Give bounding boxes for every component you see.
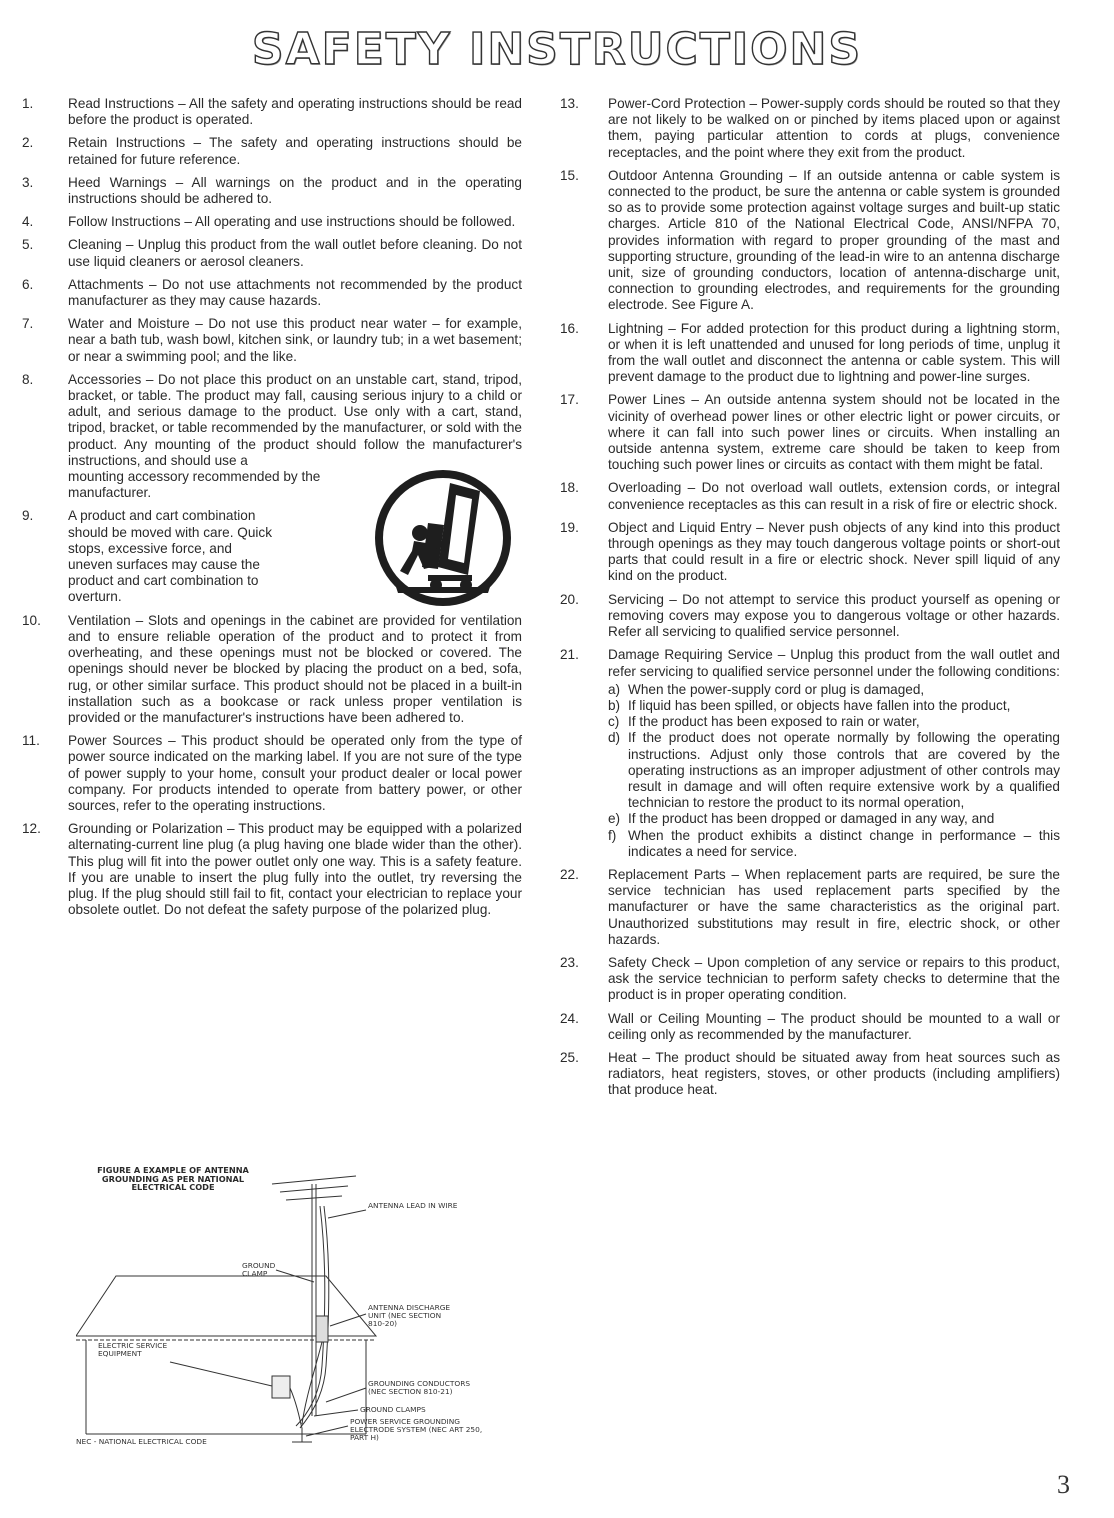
- item-number: 25.: [560, 1049, 579, 1065]
- list-item: [560, 867, 1060, 948]
- condition-letter: c): [608, 714, 620, 730]
- condition-letter: d): [608, 730, 621, 746]
- condition-letter: e): [608, 811, 621, 827]
- right-column: [560, 96, 1060, 1106]
- item-number: 3.: [22, 174, 34, 190]
- list-item: [560, 321, 1060, 386]
- item-number: 11.: [22, 733, 40, 749]
- item-number: 12.: [22, 821, 41, 837]
- item-text: Read Instructions – All the safety and operating instructions should be read before the product is operated.: [68, 96, 522, 128]
- list-item: [22, 135, 522, 167]
- condition-letter: f): [608, 827, 617, 843]
- list-item: [560, 520, 1060, 585]
- left-list: [22, 96, 522, 918]
- item-text: Safety Check – Upon completion of any service or repairs to this product, ask the service technician to perform safety checks to determine that the product is in proper operating condition.: [608, 954, 1060, 1003]
- item-text: Follow Instructions – All operating and use instructions should be followed.: [68, 214, 516, 230]
- item-text: Wall or Ceiling Mounting – The product should be mounted to a wall or ceiling only as recommended by the manufacturer.: [608, 1010, 1060, 1042]
- condition-item: [608, 698, 1060, 714]
- item-text: Power Sources – This product should be operated only from the type of power source indicated on the marking label. If you are not sure of the type of power supply to your home, consult your product dealer or local power company. For products intended to operate from battery power, or other sources, refer to the operating instructions.: [68, 733, 522, 813]
- item-number: 7.: [22, 316, 34, 332]
- list-item: [560, 96, 1060, 161]
- item-text: Water and Moisture – Do not use this product near water – for example, near a bath tub, wash bowl, kitchen sink, or laundry tub; in a wet basement; or near a swimming pool; and the like.: [68, 316, 522, 364]
- left-column: [22, 96, 522, 925]
- item-text: Grounding or Polarization – This product may be equipped with a polarized alternating-current line plug (a plug having one blade wider than the other). This plug will fit into the power outlet only one way. This is a safety feature. If you are unable to insert the plug fully into the outlet, try reversing the plug. If the plug should still fail to fit, contact your electrician to replace your obsolete outlet. Do not defeat the safety purpose of the polarized plug.: [68, 821, 522, 918]
- list-item: [560, 392, 1060, 473]
- item-text: Overloading – Do not overload wall outlets, extension cords, or integral convenience receptacles as this can result in a risk of fire or electric shock.: [608, 480, 1060, 512]
- item-number: 1.: [22, 96, 34, 111]
- page-number: 3: [1057, 1470, 1070, 1499]
- condition-item: [608, 730, 1060, 811]
- list-item: [560, 955, 1060, 1004]
- conditions-list: [608, 682, 1060, 860]
- item-number: 16.: [560, 320, 579, 336]
- list-item: [22, 821, 522, 918]
- item-number: 21.: [560, 647, 579, 663]
- item-number: 5.: [22, 237, 34, 253]
- item-text: Heed Warnings – All warnings on the product and in the operating instructions should be adhered to.: [68, 174, 522, 207]
- item-text-narrow: mounting accessory recommended by the manufacturer.: [68, 469, 321, 501]
- condition-text: When the power-supply cord or plug is damaged,: [628, 681, 925, 697]
- ground-clamp-label: GROUND CLAMP: [242, 1261, 276, 1279]
- condition-item: [608, 714, 1060, 730]
- item-number: 22.: [560, 866, 579, 882]
- item-number: 2.: [22, 135, 34, 151]
- list-item: [560, 647, 1060, 860]
- figure-title: FIGURE A EXAMPLE OF ANTENNA GROUNDING AS PER NATIONAL ELECTRICAL CODE: [97, 1165, 249, 1193]
- item-text: Outdoor Antenna Grounding – If an outside antenna or cable system is connected to the product, be sure the antenna or cable system is grounded so as to provide some protection against voltage surges and built-up static charges. Article 810 of the National Electrical Code, ANSI/NFPA 70, provides information with regard to proper grounding of the mast and supporting structure, grounding of the lead-in wire to an antenna discharge unit, size of grounding conductors, location of antenna-discharge unit, connection to grounding electrodes, and requirements for the grounding electrode. See Figure A.: [608, 167, 1060, 313]
- item-number: 19.: [560, 519, 579, 535]
- list-item: [22, 277, 522, 309]
- item-text: Replacement Parts – When replacement parts are required, be sure the service technician has used replacement parts specified by the manufacturer or have the same characteristics as the original part. Unauthorized substitutions may result in fire, electric shock, or other hazards.: [608, 866, 1060, 947]
- item-number: 18.: [560, 480, 579, 496]
- list-item: [22, 613, 522, 726]
- item-text: Ventilation – Slots and openings in the cabinet are provided for ventilation and to ensure reliable operation of the product and to protect it from overheating, and these openings must not be blocked or covered. The openings should never be blocked by placing the product on a bed, sofa, rug, or other similar surface. This product should not be placed in a built-in installation such as a bookcase or rack unless proper ventilation is provided or the manufacturer's instructions have been adhered to.: [68, 612, 522, 725]
- item-number: 6.: [22, 276, 34, 292]
- right-list: [560, 96, 1060, 1099]
- item-text: Retain Instructions – The safety and operating instructions should be retained for future reference.: [68, 135, 522, 167]
- page-title: SAFETY INSTRUCTIONS: [251, 24, 863, 75]
- discharge-unit-label: ANTENNA DISCHARGE UNIT (NEC SECTION 810-20): [368, 1303, 451, 1329]
- condition-item: [608, 811, 1060, 827]
- item-number: 23.: [560, 954, 579, 970]
- item-text: Lightning – For added protection for this product during a lightning storm, or when it is left unattended and unused for long periods of time, unplug it from the wall outlet and disconnect the antenna or cable system. This will prevent damage to the product due to lightning and power-line surges.: [608, 320, 1060, 385]
- item-text: Attachments – Do not use attachments not recommended by the product manufacturer as they may cause hazards.: [68, 276, 522, 309]
- condition-text: When the product exhibits a distinct change in performance – this indicates a need for service.: [628, 827, 1060, 859]
- list-item: [560, 480, 1060, 512]
- list-item: [560, 168, 1060, 314]
- list-item: [560, 1011, 1060, 1043]
- item-number: 9.: [22, 508, 34, 524]
- item-text: Heat – The product should be situated away from heat sources such as radiators, heat registers, stoves, or other products (including amplifiers) that produce heat.: [608, 1049, 1060, 1098]
- service-equipment-label: ELECTRIC SERVICE EQUIPMENT: [98, 1341, 168, 1359]
- cart-warning-icon: [368, 463, 518, 613]
- grounding-conductors-label: GROUNDING CONDUCTORS (NEC SECTION 810-21): [368, 1379, 471, 1397]
- list-item: [22, 175, 522, 207]
- item-number: 20.: [560, 591, 579, 607]
- list-item: [22, 733, 522, 814]
- list-item: [22, 316, 522, 365]
- item-text: Power-Cord Protection – Power-supply cords should be routed so that they are not likely to be walked on or pinched by items placed upon or against them, paying particular attention to cords at plugs, convenience receptacles, and the point where they exit from the product.: [608, 96, 1060, 160]
- item-text: Accessories – Do not place this product on an unstable cart, stand, tripod, bracket, or table. The product may fall, causing serious injury to a child or adult, and serious damage to the product. Use only with a cart, stand, tripod, bracket, or table recommended by the manufacturer, or sold with the product. Any mounting of the product should follow the manufacturer's instructions, and should use a: [68, 371, 522, 468]
- condition-item: [608, 682, 1060, 698]
- list-item: [560, 592, 1060, 641]
- item-number: 4.: [22, 214, 34, 230]
- list-item: [22, 96, 522, 128]
- condition-item: [608, 828, 1060, 860]
- electrode-system-label: POWER SERVICE GROUNDING ELECTRODE SYSTEM (NEC ART 250, PART H): [350, 1417, 483, 1443]
- list-item: [22, 214, 522, 230]
- ground-clamps-label: GROUND CLAMPS: [360, 1405, 426, 1414]
- item-number: 24.: [560, 1010, 579, 1026]
- item-text: Damage Requiring Service – Unplug this product from the wall outlet and refer servicing to qualified service personnel under the following conditions:: [608, 647, 1060, 679]
- condition-letter: a): [608, 681, 621, 697]
- item-number: 15.: [560, 167, 579, 183]
- item-number: 17.: [560, 392, 579, 408]
- condition-text: If liquid has been spilled, or objects have fallen into the product,: [628, 697, 1011, 713]
- item-number: 13.: [560, 96, 579, 111]
- condition-text: If the product has been dropped or damaged in any way, and: [628, 811, 995, 827]
- list-item: [560, 1050, 1060, 1099]
- item-text: Power Lines – An outside antenna system should not be located in the vicinity of overhead power lines or other electric light or power circuits, or where it can fall into such power lines or circuits. When installing an outside antenna system, extreme care should be taken to keep from touching such power lines or circuits as contact with them might be fatal.: [608, 392, 1060, 473]
- condition-text: If the product has been exposed to rain or water,: [628, 714, 920, 730]
- item-text: Servicing – Do not attempt to service this product yourself as opening or removing covers may expose you to dangerous voltage or other hazards. Refer all servicing to qualified service personnel.: [608, 591, 1060, 640]
- nec-footer-label: NEC - NATIONAL ELECTRICAL CODE: [76, 1437, 207, 1446]
- item-text: Object and Liquid Entry – Never push objects of any kind into this product through openings as they may touch dangerous voltage points or short-out parts that could result in a fire or electric shock. Never spill liquid of any kind on the product.: [608, 519, 1060, 584]
- list-item: [22, 372, 522, 502]
- antenna-lead-in-label: ANTENNA LEAD IN WIRE: [368, 1201, 458, 1210]
- item-number: 8.: [22, 371, 34, 387]
- item-text: A product and cart combination should be moved with care. Quick stops, excessive force, and uneven surfaces may cause the product and cart combination to overturn.: [68, 508, 273, 605]
- item-number: 10.: [22, 612, 41, 628]
- condition-text: If the product does not operate normally by following the operating instructions. Adjust only those controls that are covered by the operating instructions as an improper adjustment of other controls may result in damage and will often require extensive work by a qualified technician to restore the product to its normal operation,: [628, 730, 1060, 811]
- item-text: Cleaning – Unplug this product from the wall outlet before cleaning. Do not use liquid cleaners or aerosol cleaners.: [68, 237, 522, 269]
- condition-letter: b): [608, 697, 621, 713]
- list-item: [22, 237, 522, 269]
- antenna-grounding-figure: [76, 1166, 506, 1446]
